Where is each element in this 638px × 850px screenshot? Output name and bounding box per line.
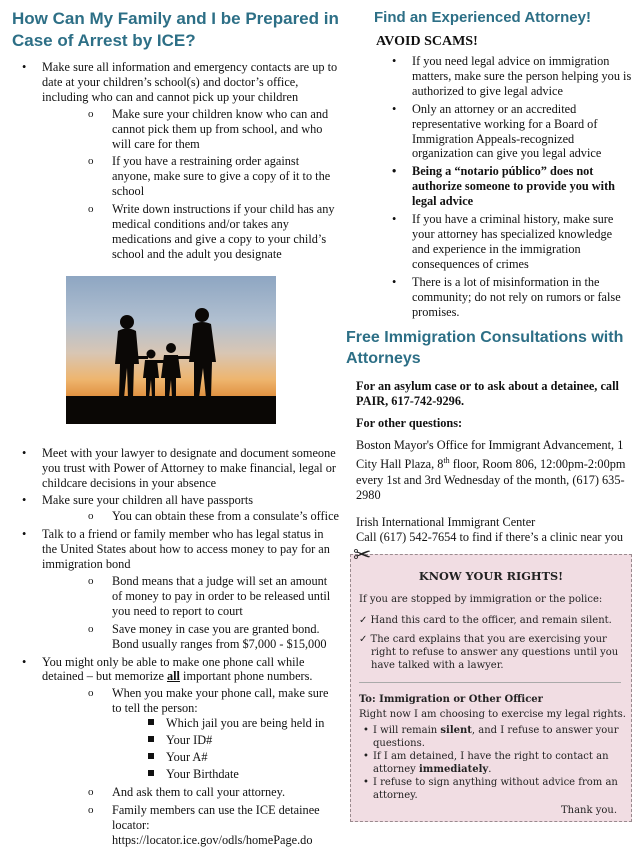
list-item: Which jail you are being held in	[128, 716, 340, 731]
list-item: • If you need legal advice on immigration matters, make sure the person helping you is authorized to give legal advice	[392, 54, 632, 98]
pair-contact: For an asylum case or to ask about a detainee, call PAIR, 617-742-9296.	[356, 379, 619, 409]
list-item: • If you have a criminal history, make sure your attorney has specialized knowledge and experience in the immigration consequences of crimes	[392, 212, 614, 271]
preparation-list-continued	[10, 446, 340, 848]
list-item: o Write down instructions if your child has any medical conditions and/or takes any medications and give a copy to your child’s school and the adult you designate	[88, 202, 335, 261]
list-item: o You can obtain these from a consulate’s office	[88, 509, 339, 524]
list-item: o Save money in case you are granted bond. Bond usually ranges from $7,000 - $15,000	[88, 621, 327, 651]
avoid-scams-heading: AVOID SCAMS!	[376, 34, 478, 49]
card-check-1: ✓ Hand this card to the officer, and remain silent.	[359, 615, 612, 626]
list-item: • Only an attorney or an accredited representative working for a Board of Immigration Appeals-recognized organization can give you legal advice	[392, 101, 602, 161]
other-questions-label: For other questions:	[356, 416, 463, 431]
list-item: o Family members can use the ICE detainee locator: https://locator.ice.gov/odls/homePage.do	[88, 802, 320, 847]
list-item: • There is a lot of misinformation in the community; do not rely on rumors or false promises.	[392, 274, 621, 319]
list-item: • I will remain silent, and I refuse to answer your questions.	[363, 725, 619, 749]
list-item: • Make sure your children all have passports o You can obtain these from a consulate’s office	[22, 492, 339, 524]
card-thanks: Thank you.	[560, 805, 617, 816]
contact-info	[346, 379, 632, 544]
left-column	[10, 8, 340, 850]
card-to-line: To: Immigration or Other Officer	[359, 694, 543, 705]
list-item: Your ID#	[128, 733, 340, 748]
attorney-advice-list	[346, 54, 632, 319]
list-item: • Meet with your lawyer to designate and document someone you trust with Power of Attorney to make financial, legal or childcare decisions in your absence	[22, 445, 337, 490]
list-item: o And ask them to call your attorney.	[88, 784, 286, 799]
list-item: • Talk to a friend or family member who has legal status in the United States about how to access money to pay for an immigration bond o Bond means that a judge will set an amount of money to pay in order to be released until you need to report to court o Save money in case you are granted bond. Bond usually ranges from $7,000 - $15,000	[10, 527, 340, 651]
list-item: Your Birthdate	[128, 767, 340, 782]
list-item: Your A#	[128, 750, 340, 765]
scissors-icon: ✂	[353, 543, 372, 568]
list-item: o Make sure your children know who can and cannot pick them up from school, and who will care for them	[88, 106, 329, 151]
preparation-list	[10, 60, 340, 262]
irish-center-contact: Call (617) 542-7654 to find if there’s a clinic near you	[356, 529, 624, 544]
list-item: o Bond means that a judge will set an amount of money to pay in order to be released until you need to report to court	[88, 574, 331, 618]
list-item: o If you have a restraining order against anyone, make sure to give a copy of it to the school	[88, 154, 331, 199]
bullet-contacts: Make sure all information and emergency contacts are up to date at your children’s school(s) and doctor’s office, including who can and cannot pick up your children	[42, 60, 338, 104]
card-check-2: ✓ The card explains that you are exercising your right to refuse to answer any questions until you have talked with a lawyer.	[359, 634, 619, 671]
list-item: • You might only be able to make one phone call while detained – but memorize all important phone numbers. o When you make your phone call, make sure to tell the person: Which jail you are being held in Your ID# Your A# Your Birthdate o And ask them to call your attorney. o Family members can use the ICE detainee locator: https://locator.ice.gov/odls/homePage.do	[10, 655, 340, 848]
page-title: How Can My Family and I be Prepared in Case of Arrest by ICE?	[12, 9, 339, 50]
card-rights-list	[351, 724, 631, 802]
right-column	[346, 8, 632, 552]
list-item: • Make sure all information and emergency contacts are up to date at your children’s school(s) and doctor’s office, including who can and cannot pick up your children o Make sure your children know who can and cannot pick them up from school, and who will care for them o If you have a restraining order against anyone, make sure to give a copy of it to the school o Write down instructions if your child has any medical conditions and/or takes any medications and give a copy to your child’s school and the adult you designate	[10, 60, 340, 262]
list-item: o When you make your phone call, make sure to tell the person: Which jail you are being held in Your ID# Your A# Your Birthdate	[76, 686, 340, 781]
card-rights-line: Right now I am choosing to exercise my legal rights.	[359, 709, 626, 720]
know-your-rights-card	[350, 543, 632, 822]
family-silhouette-image	[66, 276, 276, 424]
consultations-heading: Free Immigration Consultations with Attorneys	[346, 329, 624, 368]
attorney-heading: Find an Experienced Attorney!	[374, 9, 591, 26]
list-item: • I refuse to sign anything without advice from an attorney.	[363, 777, 618, 801]
irish-center-name: Irish International Immigrant Center	[356, 514, 536, 529]
card-subtitle: If you are stopped by immigration or the police:	[359, 594, 603, 605]
boston-office-contact: Boston Mayor's Office for Immigrant Advancement, 1 City Hall Plaza, 8th floor, Room 806, 12:00pm-2:00pm every 1st and 3rd Wednesday of the month, (617) 635-2980	[356, 438, 626, 502]
family-silhouette-icon	[66, 276, 276, 424]
card-title: KNOW YOUR RIGHTS!	[418, 569, 564, 583]
card-divider	[359, 682, 621, 683]
list-item: • If I am detained, I have the right to contact an attorney immediately.	[363, 751, 609, 775]
list-item: • Being a “notario público” does not authorize someone to provide you with legal advice	[392, 164, 616, 209]
